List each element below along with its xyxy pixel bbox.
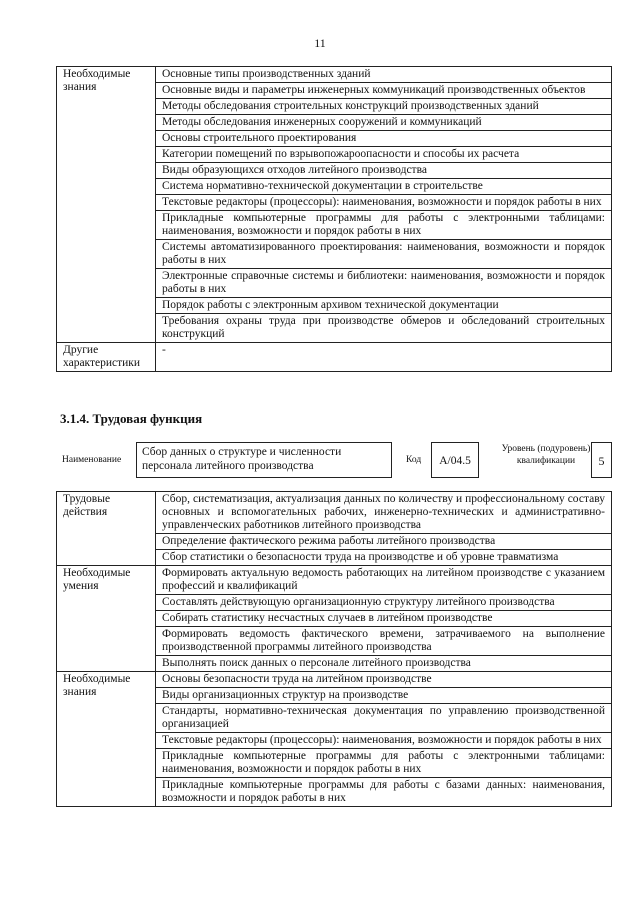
requirement-cell: Составлять действующую организационную структуру литейного производства bbox=[156, 595, 612, 611]
function-name-box: Сбор данных о структуре и численности персонала литейного производства bbox=[136, 442, 392, 478]
row-category-label: Трудовые действия bbox=[57, 492, 156, 566]
labor-function-header bbox=[56, 442, 612, 480]
requirement-cell: Прикладные компьютерные программы для работы с электронными таблицами: наименования, возможности и порядок работы в них bbox=[156, 749, 612, 778]
requirement-cell: Собирать статистику несчастных случаев в литейном производстве bbox=[156, 611, 612, 627]
requirement-cell: Сбор статистики о безопасности труда на производстве и об уровне травматизма bbox=[156, 550, 612, 566]
table-row bbox=[57, 492, 612, 534]
row-category-label: Необходимые знания bbox=[57, 67, 156, 343]
requirement-cell: Основы безопасности труда на литейном производстве bbox=[156, 672, 612, 688]
requirement-cell: Выполнять поиск данных о персонале литейного производства bbox=[156, 656, 612, 672]
requirement-cell: Прикладные компьютерные программы для работы с электронными таблицами: наименования, возможности и порядок работы в них bbox=[156, 211, 612, 240]
requirement-cell: Определение фактического режима работы литейного производства bbox=[156, 534, 612, 550]
code-box: A/04.5 bbox=[431, 442, 479, 478]
knowledge-table-previous bbox=[56, 66, 612, 372]
requirement-cell: Сбор, систематизация, актуализация данных по количеству и профессиональному составу основных и вспомогательных рабочих, инженерно-технических и административно-управленческих работников литейного производства bbox=[156, 492, 612, 534]
page-number: 11 bbox=[314, 36, 326, 50]
row-category-label: Необходимые знания bbox=[57, 672, 156, 807]
requirement-cell: Основы строительного проектирования bbox=[156, 131, 612, 147]
code-label: Код bbox=[406, 455, 422, 465]
table-row bbox=[57, 672, 612, 688]
table-row bbox=[57, 67, 612, 83]
row-category-label: Необходимые умения bbox=[57, 566, 156, 672]
requirement-cell: Стандарты, нормативно-техническая документация по управлению производственной организацией bbox=[156, 704, 612, 733]
row-category-label: Другие характеристики bbox=[57, 343, 156, 372]
requirement-cell: Порядок работы с электронным архивом технической документации bbox=[156, 298, 612, 314]
requirement-cell: Методы обследования строительных конструкций производственных зданий bbox=[156, 99, 612, 115]
requirement-cell: Основные типы производственных зданий bbox=[156, 67, 612, 83]
qualification-level-label: Уровень (подуровень) квалификации bbox=[501, 444, 591, 466]
requirement-cell: Формировать ведомость фактического времени, затрачиваемого на выполнение производственной программы литейного производства bbox=[156, 627, 612, 656]
labor-function-table bbox=[56, 491, 612, 807]
requirement-cell: Виды образующихся отходов литейного производства bbox=[156, 163, 612, 179]
requirement-cell: Текстовые редакторы (процессоры): наименования, возможности и порядок работы в них bbox=[156, 733, 612, 749]
section-heading: 3.1.4. Трудовая функция bbox=[60, 411, 203, 426]
table-row bbox=[57, 566, 612, 595]
table-row bbox=[57, 343, 612, 372]
requirement-cell: Требования охраны труда при производстве обмеров и обследований строительных конструкций bbox=[156, 314, 612, 343]
requirement-cell: Методы обследования инженерных сооружений и коммуникаций bbox=[156, 115, 612, 131]
qualification-level-box: 5 bbox=[591, 442, 612, 478]
requirement-cell: Формировать актуальную ведомость работающих на литейном производстве с указанием профессий и квалификаций bbox=[156, 566, 612, 595]
requirement-cell: Виды организационных структур на производстве bbox=[156, 688, 612, 704]
requirement-cell: Категории помещений по взрывопожароопасности и способы их расчета bbox=[156, 147, 612, 163]
requirement-cell: Электронные справочные системы и библиотеки: наименования, возможности и порядок работы в них bbox=[156, 269, 612, 298]
requirement-cell: Система нормативно-технической документации в строительстве bbox=[156, 179, 612, 195]
requirement-cell: Текстовые редакторы (процессоры): наименования, возможности и порядок работы в них bbox=[156, 195, 612, 211]
name-label: Наименование bbox=[62, 455, 122, 465]
requirement-cell: Системы автоматизированного проектирования: наименования, возможности и порядок работы в них bbox=[156, 240, 612, 269]
requirement-cell: Прикладные компьютерные программы для работы с базами данных: наименования, возможности и порядок работы в них bbox=[156, 778, 612, 807]
requirement-cell: - bbox=[156, 343, 612, 372]
requirement-cell: Основные виды и параметры инженерных коммуникаций производственных объектов bbox=[156, 83, 612, 99]
